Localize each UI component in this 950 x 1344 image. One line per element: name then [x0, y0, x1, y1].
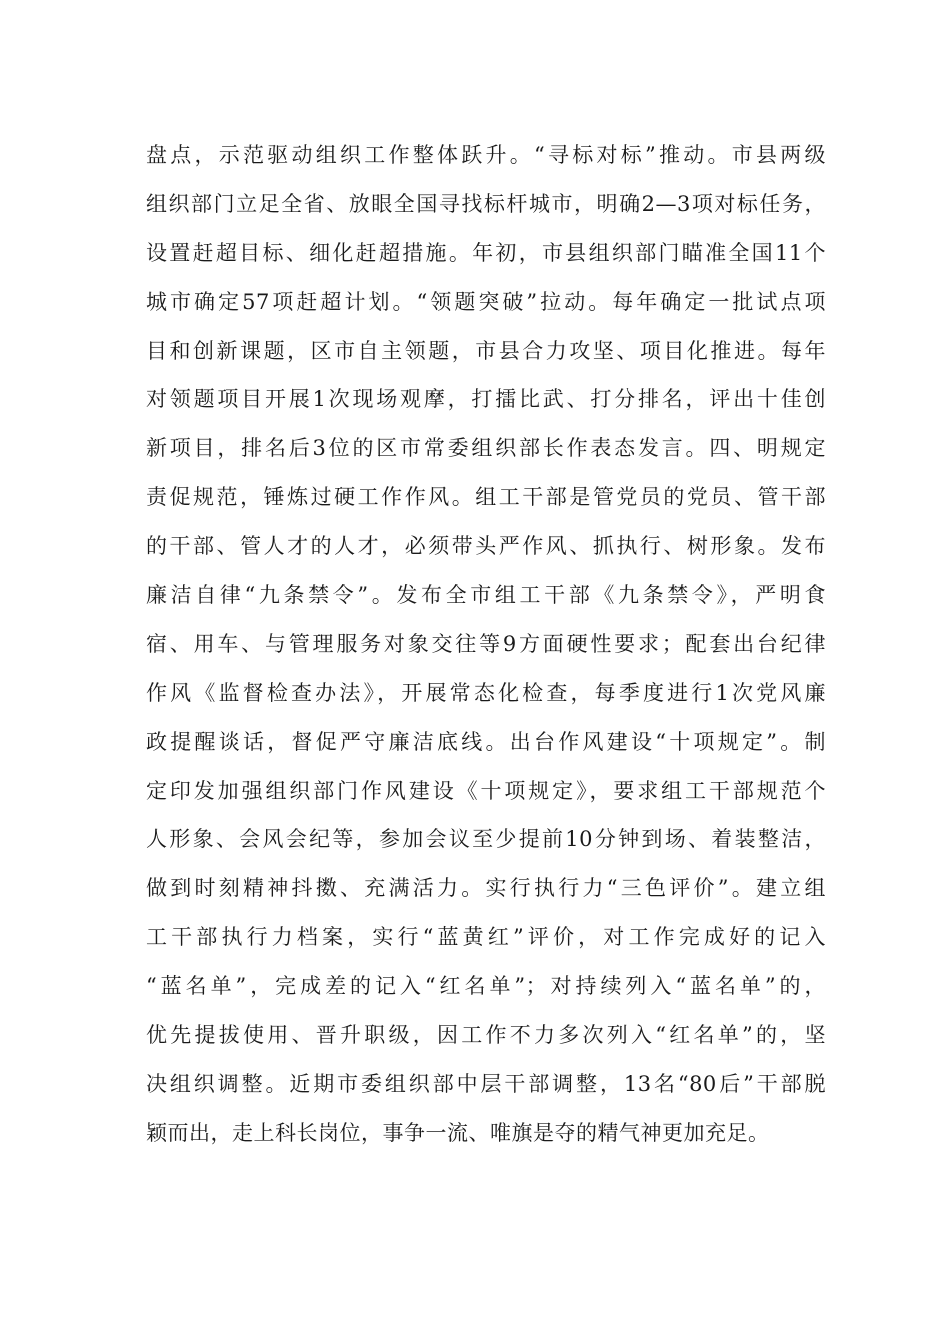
- text-line: 目和创新课题，区市自主领题，市县合力攻坚、项目化推进。每年: [146, 338, 826, 363]
- text-line: 设置赶超目标、细化赶超措施。年初，市县组织部门瞄准全国11个: [146, 240, 826, 265]
- text-line: 城市确定57项赶超计划。“领题突破”拉动。每年确定一批试点项: [146, 289, 826, 314]
- text-line: 组织部门立足全省、放眼全国寻找标杆城市，明确2—3项对标任务，: [146, 191, 826, 216]
- text-line: 颖而出，走上科长岗位，事争一流、唯旗是夺的精气神更加充足。: [146, 1120, 770, 1145]
- text-line: 做到时刻精神抖擞、充满活力。实行执行力“三色评价”。建立组: [146, 876, 826, 901]
- text-line: 宿、用车、与管理服务对象交往等9方面硬性要求；配套出台纪律: [146, 631, 826, 656]
- text-line: 工干部执行力档案，实行“蓝黄红”评价，对工作完成好的记入: [146, 925, 826, 950]
- text-line: 的干部、管人才的人才，必须带头严作风、抓执行、树形象。发布: [146, 534, 826, 559]
- text-line: 政提醒谈话，督促严守廉洁底线。出台作风建设“十项规定”。制: [146, 729, 826, 754]
- text-line: 作风《监督检查办法》，开展常态化检查，每季度进行1次党风廉: [146, 680, 826, 705]
- text-line: 决组织调整。近期市委组织部中层干部调整，13名“80后”干部脱: [146, 1071, 826, 1096]
- text-line: 盘点，示范驱动组织工作整体跃升。“寻标对标”推动。市县两级: [146, 143, 826, 167]
- text-line: 优先提拔使用、晋升职级，因工作不力多次列入“红名单”的，坚: [146, 1023, 826, 1048]
- text-line: 责促规范，锤炼过硬工作作风。组工干部是管党员的党员、管干部: [146, 485, 826, 510]
- body-text: [146, 131, 826, 1158]
- text-line: 人形象、会风会纪等，参加会议至少提前10分钟到场、着装整洁，: [146, 827, 826, 852]
- text-line: 新项目，排名后3位的区市常委组织部长作表态发言。四、明规定: [146, 436, 826, 461]
- text-line: 对领题项目开展1次现场观摩，打擂比武、打分排名，评出十佳创: [146, 387, 826, 412]
- text-line: 廉洁自律“九条禁令”。发布全市组工干部《九条禁令》，严明食: [146, 583, 826, 608]
- text-line: 定印发加强组织部门作风建设《十项规定》，要求组工干部规范个: [146, 778, 826, 803]
- text-line: “蓝名单”，完成差的记入“红名单”；对持续列入“蓝名单”的，: [146, 974, 826, 999]
